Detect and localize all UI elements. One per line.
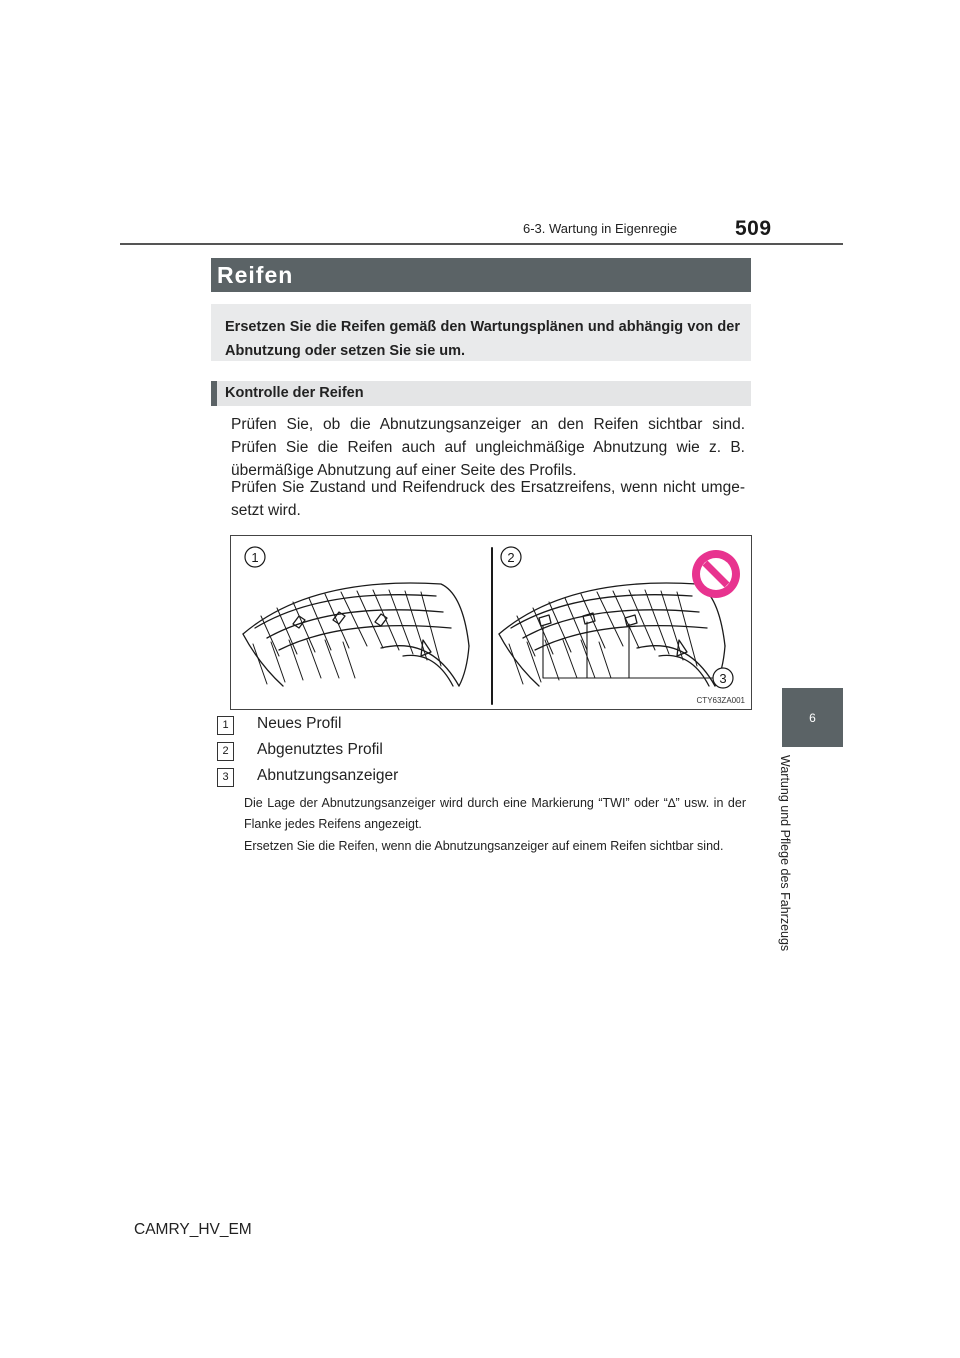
section-title-bar (211, 258, 751, 292)
subsection-bar (211, 381, 751, 406)
callout-2-label: 2 (507, 550, 515, 565)
chapter-side-label (778, 755, 808, 965)
page-number: 509 (735, 217, 772, 240)
body-paragraph-2: Prüfen Sie Zustand und Reifendruck des Ersatzreifens, wenn nicht umge- setzt wird. (231, 479, 745, 519)
note-paragraph-1: Die Lage der Abnutzungsanzeiger wird durch eine Markierung “TWI” oder “∆” usw. in der Flanke jedes Reifens angezeigt. (244, 796, 746, 831)
legend-badge: 3 (217, 768, 234, 787)
tire-tread-figure (230, 535, 752, 710)
chapter-tab (782, 688, 843, 747)
legend-badge: 2 (217, 742, 234, 761)
chapter-number: 6 (809, 710, 816, 725)
legend-label: Neues Profil (257, 715, 342, 732)
intro-text: Ersetzen Sie die Reifen gemäß den Wartungsplänen und abhängig von der Abnutzung oder setzen Sie sie um. (225, 319, 740, 359)
footer-model-code: CAMRY_HV_EM (134, 1221, 252, 1238)
figure-image-code: CTY63ZA001 (696, 696, 745, 705)
section-reference: 6-3. Wartung in Eigenregie (523, 221, 678, 236)
subsection-accent (211, 381, 217, 406)
legend-label: Abgenutztes Profil (257, 741, 383, 758)
legend-label: Abnutzungsanzeiger (257, 767, 399, 784)
callout-3-label: 3 (719, 671, 727, 686)
chapter-title: Wartung und Pflege des Fahrzeugs (778, 755, 792, 952)
note-paragraph-2: Ersetzen Sie die Reifen, wenn die Abnutzungsanzeiger auf einem Reifen sichtbar sind. (244, 839, 724, 853)
prohibition-icon (692, 550, 740, 598)
intro-box (211, 304, 751, 361)
section-title: Reifen (217, 262, 294, 288)
new-tread-tire-drawing (243, 583, 469, 686)
legend-badge: 1 (217, 716, 234, 735)
header-rule (120, 243, 843, 245)
body-paragraph-1: Prüfen Sie, ob die Abnutzungsanzeiger an den Reifen sichtbar sind. Prüfen Sie die Reifen auch auf ungleichmäßige Abnutzung wie z. B. übermäßige Abnutzung auf einer Seite des Profils. (231, 416, 745, 479)
tire-illustration (231, 536, 751, 709)
subsection-title: Kontrolle der Reifen (225, 385, 364, 401)
worn-tread-tire-drawing (499, 583, 725, 686)
callout-1-label: 1 (251, 550, 259, 565)
